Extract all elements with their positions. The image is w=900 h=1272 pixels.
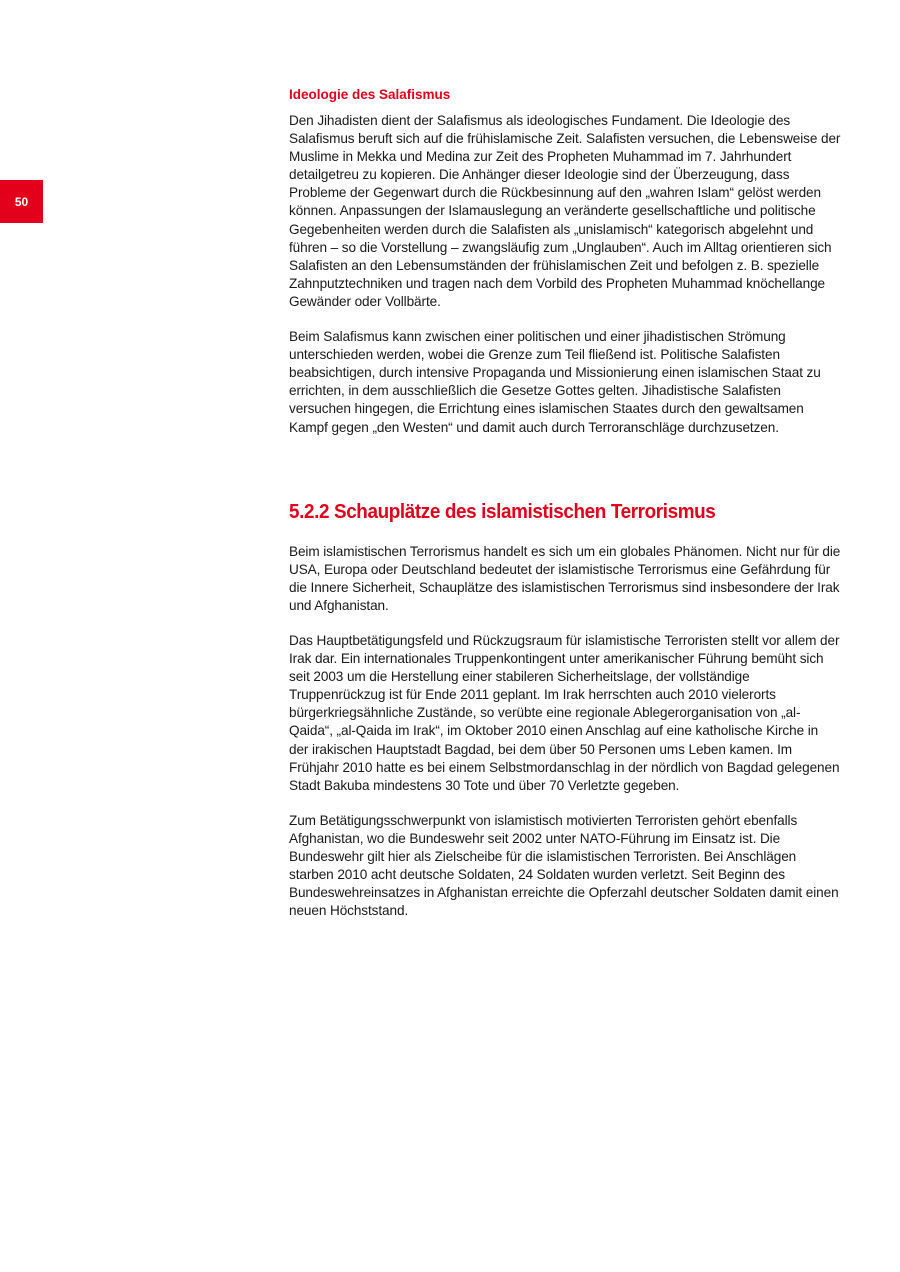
paragraph: Beim Salafismus kann zwischen einer politischen und einer jihadistischen Strömung unterschieden werden, wobei die Grenze zum Teil fließend ist. Politische Salafisten beabsichtigen, durch intensive Propaganda und Missionierung einen islamischen Staat zu errichten, in dem ausschließlich die Gesetze Gottes gelten. Jihadistische Salafisten versuchen hingegen, die Errichtung eines islamischen Staates durch den gewaltsamen Kampf gegen „den Westen“ und damit auch durch Terroranschläge durchzusetzen. <box>289 329 821 435</box>
paragraph: Beim islamistischen Terrorismus handelt es sich um ein globales Phänomen. Nicht nur für die USA, Europa oder Deutschland bedeutet der islamistische Terrorismus eine Gefährdung für die Innere Sicherheit, Schauplätze des islamistischen Terrorismus sind insbesondere der Irak und Afghanistan. <box>289 543 841 613</box>
page-number: 50 <box>14 194 29 209</box>
paragraph: Zum Betätigungsschwerpunkt von islamistisch motivierten Terroristen gehört ebenfalls Afghanistan, wo die Bundeswehr seit 2002 unter NATO-Führung im Einsatz ist. Die Bundeswehr gilt hier als Zielscheibe für die islamistischen Terroristen. Bei Anschlägen starben 2010 acht deutsche Soldaten, 24 Soldaten wurden verletzt. Seit Beginn des Bundeswehreinsatzes in Afghanistan erreichte die Opferzahl deutscher Soldaten damit einen neuen Höchststand. <box>289 812 839 919</box>
section-heading: 5.2.2 Schauplätze des islamistischen Terrorismus <box>289 499 716 523</box>
paragraph: Den Jihadisten dient der Salafismus als ideologisches Fundament. Die Ideologie des Salafismus beruft sich auf die frühislamische Zeit. Salafisten versuchen, die Lebensweise der Muslime in Mekka und Medina zur Zeit des Propheten Muhammad im 7. Jahrhundert detailgetreu zu kopieren. Die Anhänger dieser Ideologie sind der Überzeugung, dass Probleme der Gegenwart durch die Rückbesinnung auf den „wahren Islam“ gelöst werden können. Anpassungen der Islamauslegung an veränderte gesellschaftliche und politische Gegebenheiten werden durch die Salafisten als „unislamisch“ kategorisch abgelehnt und führen – so die Vorstellung – zwangsläufig zum „Unglauben“. Auch im Alltag orientieren sich Salafisten an den Lebensumständen der frühislamischen Zeit und befolgen z. B. spezielle Zahnputztechniken und tragen nach dem Vorbild des Propheten Muhammad knöchellange Gewänder oder Vollbärte. <box>289 113 841 309</box>
main-content <box>289 86 841 920</box>
page-number-tab <box>0 180 43 223</box>
subheading-salafismus: Ideologie des Salafismus <box>289 87 451 102</box>
paragraph: Das Hauptbetätigungsfeld und Rückzugsraum für islamistische Terroristen stellt vor allem der Irak dar. Ein internationales Truppenkontingent unter amerikanischer Führung bemüht sich seit 2003 um die Herstellung einer stabileren Sicherheitslage, der vollständige Truppenrückzug ist für Ende 2011 geplant. Im Irak herrschten auch 2010 vielerorts bürgerkriegsähnliche Zustände, so verübte eine regionale Ablegerorganisation von „al-Qaida“, „al-Qaida im Irak“, im Oktober 2010 einen Anschlag auf eine katholische Kirche in der irakischen Hauptstadt Bagdad, bei dem über 50 Personen ums Leben kamen. Im Frühjahr 2010 hatte es bei einem Selbstmordanschlag in der nördlich von Bagdad gelegenen Stadt Bakuba mindestens 30 Tote und über 70 Verletzte gegeben. <box>289 632 840 793</box>
